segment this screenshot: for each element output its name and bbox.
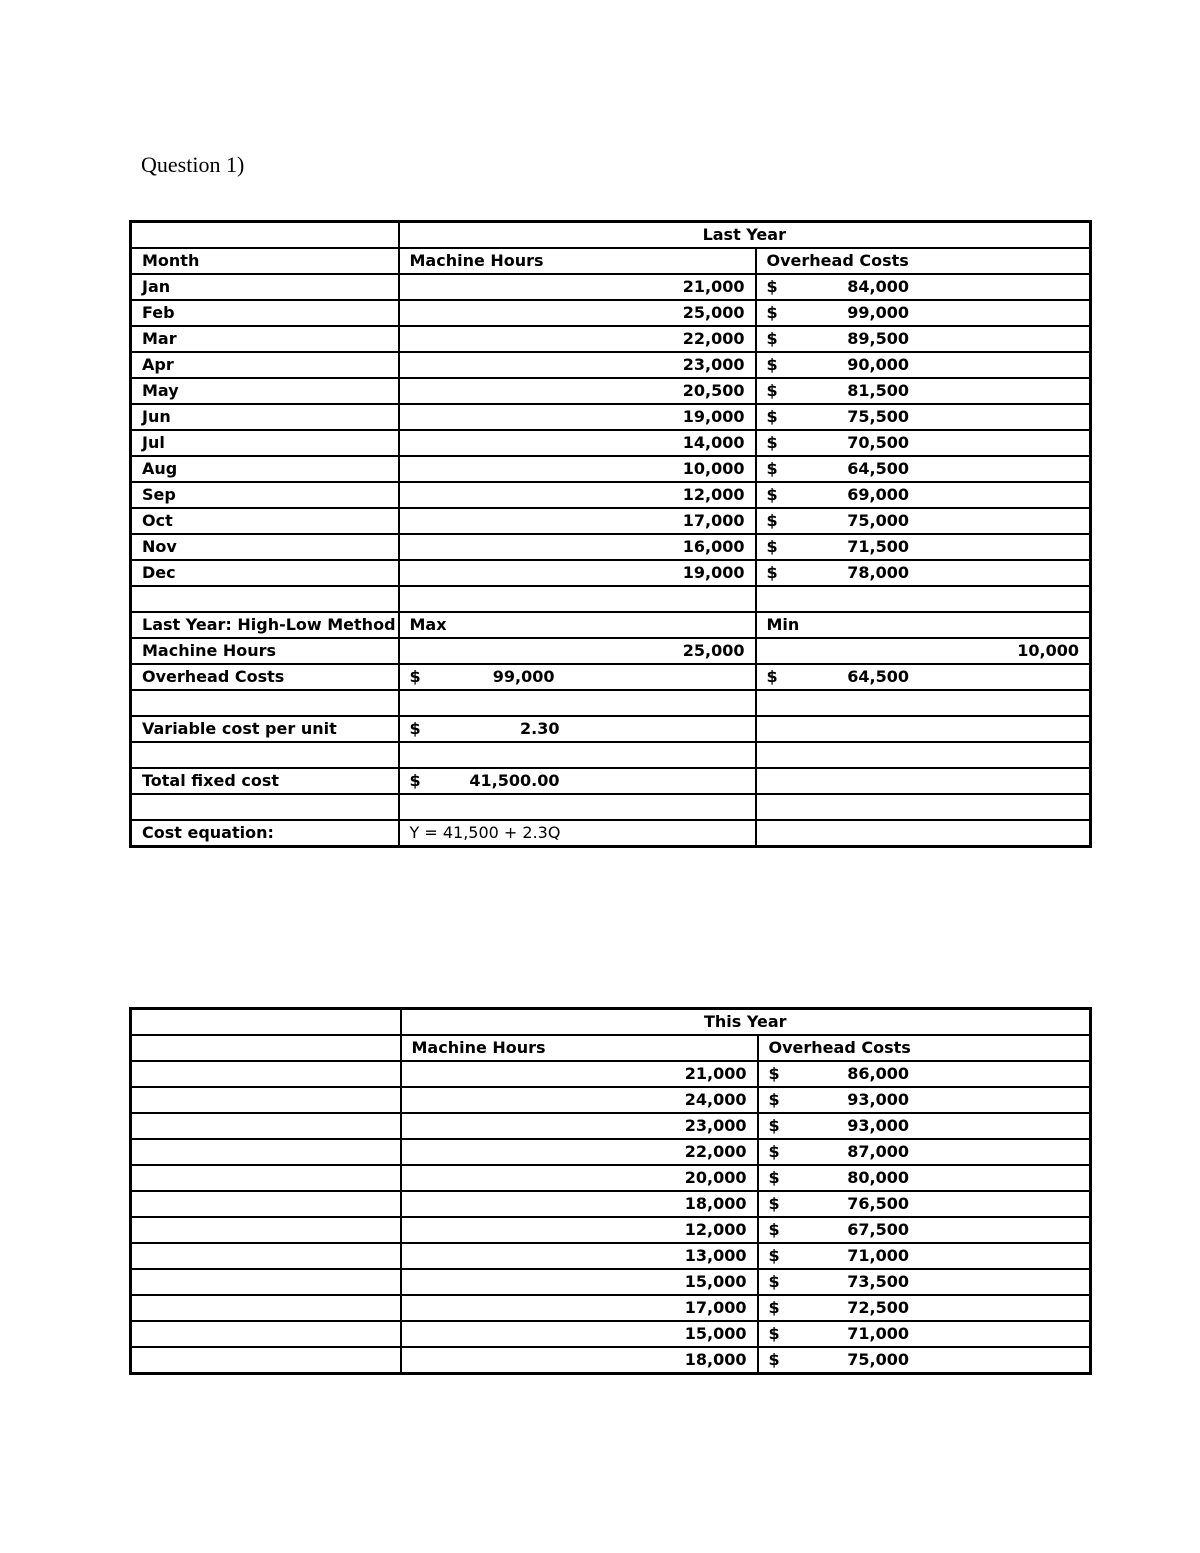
machine-hours-cell: 17,000 bbox=[401, 1295, 758, 1321]
overhead-cost-cell: $ 75,000 bbox=[768, 1350, 910, 1369]
month-cell: Jun bbox=[131, 404, 399, 430]
overhead-cost-cell: $ 81,500 bbox=[766, 381, 910, 400]
overhead-cost-cell: $ 84,000 bbox=[766, 277, 910, 296]
last-year-title: Last Year bbox=[399, 222, 1091, 249]
overhead-cost-cell: $ 78,000 bbox=[766, 563, 910, 582]
overhead-cost-cell: $ 93,000 bbox=[768, 1090, 910, 1109]
machine-hours-cell: 19,000 bbox=[399, 560, 756, 586]
high-low-cost-row bbox=[131, 664, 1091, 690]
spacer-row bbox=[131, 586, 1091, 612]
cost-equation-row bbox=[131, 820, 1091, 847]
machine-hours-cell: 21,000 bbox=[401, 1061, 758, 1087]
machine-hours-cell: 15,000 bbox=[401, 1321, 758, 1347]
overhead-cost-cell: $ 71,500 bbox=[766, 537, 910, 556]
machine-hours-cell: 13,000 bbox=[401, 1243, 758, 1269]
table-row bbox=[131, 1217, 1091, 1243]
machine-hours-cell: 22,000 bbox=[399, 326, 756, 352]
hl-machine-hours-label: Machine Hours bbox=[131, 638, 399, 664]
last-year-table bbox=[129, 220, 1092, 848]
overhead-cost-cell: $ 75,500 bbox=[766, 407, 910, 426]
table-row bbox=[131, 326, 1091, 352]
machine-hours-cell: 21,000 bbox=[399, 274, 756, 300]
overhead-cost-cell: $ 76,500 bbox=[768, 1194, 910, 1213]
table-row bbox=[131, 430, 1091, 456]
high-low-header-row bbox=[131, 612, 1091, 638]
machine-hours-cell: 15,000 bbox=[401, 1269, 758, 1295]
month-cell: Dec bbox=[131, 560, 399, 586]
machine-hours-cell: 17,000 bbox=[399, 508, 756, 534]
overhead-cost-cell: $ 69,000 bbox=[766, 485, 910, 504]
title-row bbox=[131, 222, 1091, 249]
overhead-cost-cell: $ 73,500 bbox=[768, 1272, 910, 1291]
table-row bbox=[131, 456, 1091, 482]
table-row bbox=[131, 1295, 1091, 1321]
month-cell: Mar bbox=[131, 326, 399, 352]
machine-hours-cell: 23,000 bbox=[399, 352, 756, 378]
month-cell: Nov bbox=[131, 534, 399, 560]
month-cell: Aug bbox=[131, 456, 399, 482]
table-row bbox=[131, 534, 1091, 560]
variable-cost-label: Variable cost per unit bbox=[131, 716, 399, 742]
table-row bbox=[131, 1061, 1091, 1087]
overhead-costs-header: Overhead Costs bbox=[758, 1035, 1091, 1061]
month-header: Month bbox=[131, 248, 399, 274]
month-cell: Feb bbox=[131, 300, 399, 326]
month-cell: Jan bbox=[131, 274, 399, 300]
machine-hours-cell: 23,000 bbox=[401, 1113, 758, 1139]
machine-hours-cell: 18,000 bbox=[401, 1347, 758, 1374]
fixed-cost-value: $ 41,500.00 bbox=[409, 771, 560, 790]
fixed-cost-label: Total fixed cost bbox=[131, 768, 399, 794]
overhead-cost-cell: $ 72,500 bbox=[768, 1298, 910, 1317]
table-row bbox=[131, 508, 1091, 534]
month-cell: Apr bbox=[131, 352, 399, 378]
overhead-cost-cell: $ 89,500 bbox=[766, 329, 910, 348]
machine-hours-cell: 12,000 bbox=[399, 482, 756, 508]
month-cell: May bbox=[131, 378, 399, 404]
spacer-row bbox=[131, 690, 1091, 716]
month-cell: Sep bbox=[131, 482, 399, 508]
table-row bbox=[131, 1321, 1091, 1347]
table-row bbox=[131, 1165, 1091, 1191]
machine-hours-cell: 24,000 bbox=[401, 1087, 758, 1113]
table-row bbox=[131, 1087, 1091, 1113]
overhead-cost-cell: $ 87,000 bbox=[768, 1142, 910, 1161]
overhead-cost-cell: $ 86,000 bbox=[768, 1064, 910, 1083]
overhead-cost-cell: $ 71,000 bbox=[768, 1324, 910, 1343]
overhead-cost-cell: $ 90,000 bbox=[766, 355, 910, 374]
high-low-label: Last Year: High-Low Method bbox=[131, 612, 399, 638]
overhead-cost-cell: $ 64,500 bbox=[766, 459, 910, 478]
machine-hours-cell: 19,000 bbox=[399, 404, 756, 430]
table-row bbox=[131, 378, 1091, 404]
this-year-table bbox=[129, 1007, 1092, 1375]
machine-hours-cell: 20,500 bbox=[399, 378, 756, 404]
overhead-cost-cell: $ 75,000 bbox=[766, 511, 910, 530]
overhead-cost-cell: $ 80,000 bbox=[768, 1168, 910, 1187]
cost-equation-label: Cost equation: bbox=[131, 820, 399, 847]
table-row bbox=[131, 404, 1091, 430]
min-hours: 10,000 bbox=[756, 638, 1091, 664]
table-row bbox=[131, 482, 1091, 508]
high-low-hours-row bbox=[131, 638, 1091, 664]
spacer-row bbox=[131, 794, 1091, 820]
machine-hours-cell: 16,000 bbox=[399, 534, 756, 560]
overhead-cost-cell: $ 99,000 bbox=[766, 303, 910, 322]
table-row bbox=[131, 274, 1091, 300]
machine-hours-cell: 10,000 bbox=[399, 456, 756, 482]
max-hours: 25,000 bbox=[399, 638, 756, 664]
max-label: Max bbox=[399, 612, 756, 638]
spacer-row bbox=[131, 742, 1091, 768]
this-year-title: This Year bbox=[401, 1009, 1091, 1036]
header-row bbox=[131, 248, 1091, 274]
fixed-cost-row bbox=[131, 768, 1091, 794]
table-row bbox=[131, 1243, 1091, 1269]
overhead-cost-cell: $ 70,500 bbox=[766, 433, 910, 452]
table-row bbox=[131, 1191, 1091, 1217]
variable-cost-value: $ 2.30 bbox=[409, 719, 560, 738]
machine-hours-cell: 25,000 bbox=[399, 300, 756, 326]
overhead-costs-header: Overhead Costs bbox=[756, 248, 1091, 274]
variable-cost-row bbox=[131, 716, 1091, 742]
min-cost: $ 64,500 bbox=[766, 667, 910, 686]
machine-hours-cell: 14,000 bbox=[399, 430, 756, 456]
table-row bbox=[131, 1139, 1091, 1165]
header-row bbox=[131, 1035, 1091, 1061]
min-label: Min bbox=[756, 612, 1091, 638]
table-row bbox=[131, 1113, 1091, 1139]
table-row bbox=[131, 352, 1091, 378]
table-row bbox=[131, 1347, 1091, 1374]
machine-hours-cell: 18,000 bbox=[401, 1191, 758, 1217]
overhead-cost-cell: $ 71,000 bbox=[768, 1246, 910, 1265]
machine-hours-cell: 20,000 bbox=[401, 1165, 758, 1191]
month-cell: Jul bbox=[131, 430, 399, 456]
overhead-cost-cell: $ 93,000 bbox=[768, 1116, 910, 1135]
machine-hours-cell: 22,000 bbox=[401, 1139, 758, 1165]
question-heading: Question 1) bbox=[141, 152, 245, 177]
table-row bbox=[131, 1269, 1091, 1295]
title-row bbox=[131, 1009, 1091, 1036]
max-cost: $ 99,000 bbox=[409, 667, 555, 686]
machine-hours-cell: 12,000 bbox=[401, 1217, 758, 1243]
overhead-cost-cell: $ 67,500 bbox=[768, 1220, 910, 1239]
table-row bbox=[131, 300, 1091, 326]
cost-equation-value: Y = 41,500 + 2.3Q bbox=[399, 820, 756, 847]
machine-hours-header: Machine Hours bbox=[399, 248, 756, 274]
table-row bbox=[131, 560, 1091, 586]
machine-hours-header: Machine Hours bbox=[401, 1035, 758, 1061]
month-cell: Oct bbox=[131, 508, 399, 534]
hl-overhead-label: Overhead Costs bbox=[131, 664, 399, 690]
